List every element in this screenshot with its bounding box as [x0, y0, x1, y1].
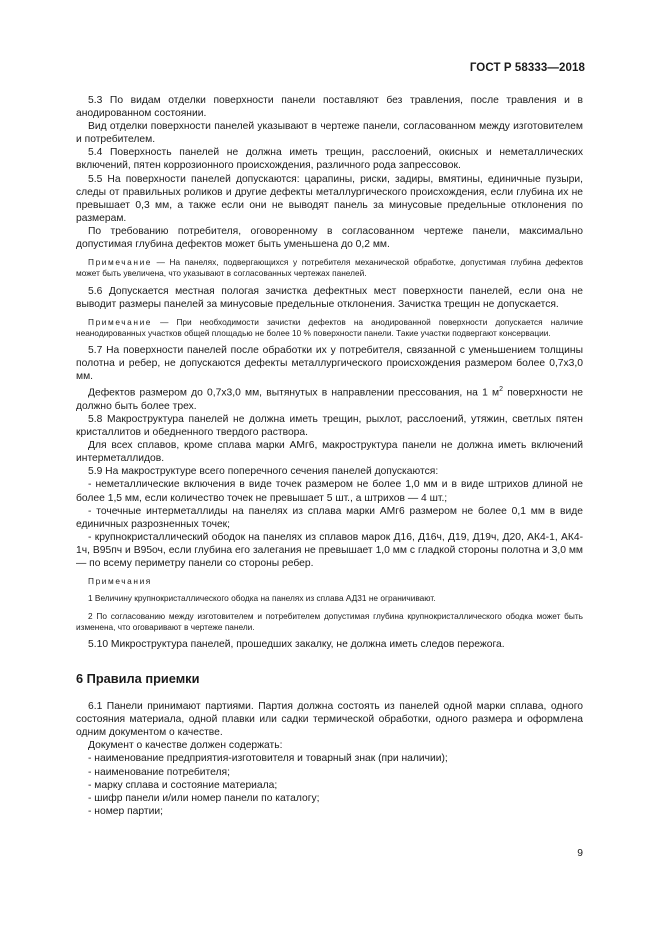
note-label: Примечание	[88, 257, 153, 268]
paragraph-5-4: 5.4 Поверхность панелей не должна иметь трещин, расслоений, окисных и неметаллических включений, пятен коррозионного происхождения, различного рода запрессовок.	[76, 147, 583, 172]
list-item: - крупнокристаллический ободок на панелях из сплавов марок Д16, Д16ч, Д19, Д19ч, Д20, АК4-1, АК4-1ч, В95пч и В95оч, если глубина его залегания не превышает 1,0 мм с гладкой стороны полотна и 3,0 мм — по всему периметру панели со стороны ребер.	[76, 531, 583, 570]
note-text: — На панелях, подвергающихся у потребителя механической обработке, допустимая глубина дефектов может быть увеличена, что указывают в согласованных чертежах панелей.	[76, 257, 583, 279]
document-body	[76, 94, 583, 818]
superscript: 2	[499, 386, 504, 394]
note-item-1: 1 Величину крупнокристаллического ободка на панелях из сплава АД31 не ограничивают.	[88, 593, 436, 604]
paragraph-5-7: 5.7 На поверхности панелей после обработки их у потребителя, связанной с уменьшением толщины полотна и ребер, не допускаются дефекты металлургического происхождения размером более 0,7х3,0 мм.	[76, 345, 583, 383]
paragraph-5-3-cont: Вид отделки поверхности панелей указывают в чертеже панели, согласованном между изготовителем и потребителем.	[76, 121, 583, 146]
list-item: - наименование предприятия-изготовителя и товарный знак (при наличии);	[88, 753, 448, 765]
document-code-header: ГОСТ Р 58333—2018	[469, 62, 585, 74]
notes-label: Примечания	[88, 576, 152, 587]
list-item: - наименование потребителя;	[88, 766, 230, 778]
note-item-2: 2 По согласованию между изготовителем и потребителем допустимая глубина крупнокристаллического ободка может быть изменена, что оговаривают в чертеже панели.	[76, 610, 583, 632]
paragraph-5-5-cont: По требованию потребителя, оговоренному в согласованном чертеже панели, максимально допустимая глубина дефектов может быть уменьшена до 0,2 мм.	[76, 225, 583, 251]
paragraph-5-10: 5.10 Микроструктура панелей, прошедших закалку, не должна иметь следов пережога.	[88, 638, 505, 650]
note-5-6	[76, 317, 583, 339]
text-fragment: поверхности не должно быть более трех.	[76, 387, 583, 412]
list-item: - неметаллические включения в виде точек размером не более 1,0 мм и в виде штрихов длиной не более 1,5 мм, если количество точек не превышает 5 шт., а штрихов — 4 шт.;	[76, 479, 583, 504]
paragraph-5-5: 5.5 На поверхности панелей допускаются: царапины, риски, задиры, вмятины, единичные пузыри, следы от правильных роликов и другие дефекты металлургического происхождения, если глубина их не превышает 0,3 мм, а также если они не выводят панель за минусовые предельные отклонения по размерам.	[76, 173, 583, 224]
page-number: 9	[577, 848, 583, 859]
paragraph-5-3: 5.3 По видам отделки поверхности панели поставляют без травления, после травления и в анодированном состоянии.	[76, 95, 583, 120]
note-text: — При необходимости зачистки дефектов на анодированной поверхности допускается наличие неанодированных участков общей площадью не более 10 % поверхности панели. Такие участки подвергают консервации.	[76, 316, 583, 338]
paragraph-5-8-cont: Для всех сплавов, кроме сплава марки АМг6, макроструктура панели не должна иметь включений интерметаллидов.	[76, 440, 583, 465]
list-item: - точечные интерметаллиды на панелях из сплава марки АМг6 размером не более 0,1 мм в виде единичных разрозненных точек;	[76, 505, 583, 530]
list-item: - шифр панели и/или номер панели по каталогу;	[88, 792, 320, 804]
paragraph-5-8: 5.8 Макроструктура панелей не должна иметь трещин, рыхлот, расслоений, утяжин, светлых пятен кристаллитов и обедненного твердого раствора.	[76, 414, 583, 439]
list-item: - номер партии;	[88, 805, 163, 817]
note-5-5	[76, 257, 583, 279]
notes-heading	[76, 576, 583, 587]
paragraph-5-9: 5.9 На макроструктуре всего поперечного сечения панелей допускаются:	[88, 466, 439, 478]
paragraph-5-6: 5.6 Допускается местная пологая зачистка дефектных мест поверхности панелей, если она не выводит размеры панелей за минусовые предельные отклонения. Зачистка трещин не допускается.	[76, 285, 583, 310]
text-fragment: Дефектов размером до 0,7х3,0 мм, вытянутых в направлении прессования, на 1 м	[88, 387, 500, 399]
paragraph-6-1-cont: Документ о качестве должен содержать:	[88, 740, 283, 752]
section-6-heading: 6 Правила приемки	[76, 671, 200, 687]
paragraph-6-1: 6.1 Панели принимают партиями. Партия должна состоять из панелей одной марки сплава, одного состояния материала, одной плавки или садки термической обработки, одного размера и оформлена одним документом о качестве.	[76, 701, 583, 739]
paragraph-5-7-cont	[76, 383, 583, 413]
note-label: Примечание	[88, 316, 153, 327]
list-item: - марку сплава и состояние материала;	[88, 779, 278, 791]
